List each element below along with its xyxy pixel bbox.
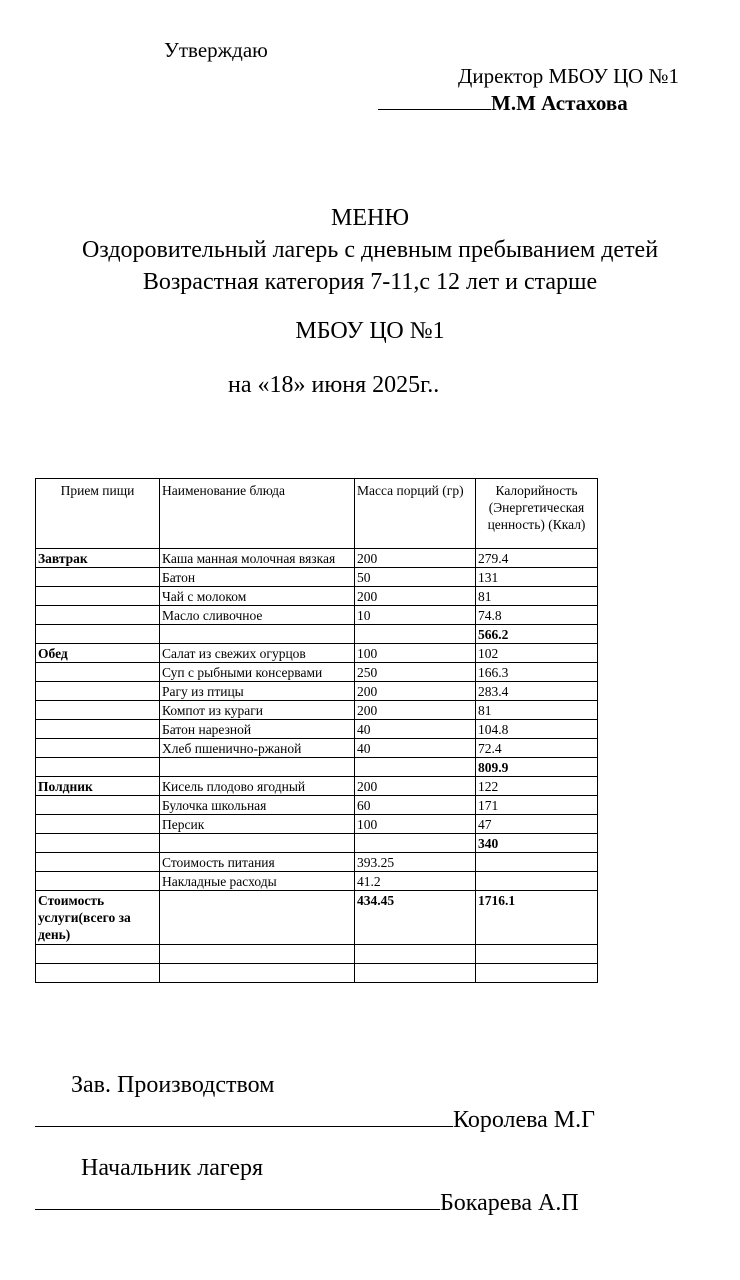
weight-cell: 60 xyxy=(355,796,476,815)
calories-cell: 1716.1 xyxy=(476,891,598,945)
calories-cell: 104.8 xyxy=(476,720,598,739)
menu-title: МЕНЮ xyxy=(331,205,409,231)
weight-cell: 200 xyxy=(355,549,476,568)
menu-date: на «18» июня 2025г.. xyxy=(228,372,440,398)
table-row xyxy=(36,606,598,625)
menu-table xyxy=(35,478,598,983)
meal-cell xyxy=(36,834,160,853)
table-row xyxy=(36,796,598,815)
school-name: МБОУ ЦО №1 xyxy=(295,318,445,344)
dish-cell: Батон нарезной xyxy=(160,720,355,739)
calories-cell: 81 xyxy=(476,701,598,720)
weight-cell: 200 xyxy=(355,682,476,701)
signature-underline xyxy=(35,1102,453,1127)
header-dish: Наименование блюда xyxy=(160,479,355,549)
meal-cell: Обед xyxy=(36,644,160,663)
dish-cell xyxy=(160,834,355,853)
table-row xyxy=(36,701,598,720)
dish-cell xyxy=(160,964,355,983)
calories-cell: 171 xyxy=(476,796,598,815)
meal-cell xyxy=(36,568,160,587)
dish-cell: Каша манная молочная вязкая xyxy=(160,549,355,568)
dish-cell: Булочка школьная xyxy=(160,796,355,815)
calories-cell: 283.4 xyxy=(476,682,598,701)
weight-cell: 200 xyxy=(355,701,476,720)
calories-cell xyxy=(476,945,598,964)
dish-cell: Накладные расходы xyxy=(160,872,355,891)
meal-cell xyxy=(36,815,160,834)
meal-cell xyxy=(36,739,160,758)
weight-cell: 40 xyxy=(355,720,476,739)
calories-cell: 102 xyxy=(476,644,598,663)
weight-cell: 40 xyxy=(355,739,476,758)
table-row xyxy=(36,853,598,872)
table-row xyxy=(36,739,598,758)
meal-cell xyxy=(36,682,160,701)
calories-cell: 72.4 xyxy=(476,739,598,758)
table-row xyxy=(36,964,598,983)
weight-cell: 41.2 xyxy=(355,872,476,891)
calories-cell: 122 xyxy=(476,777,598,796)
camp-head-label: Начальник лагеря xyxy=(81,1155,264,1181)
table-row xyxy=(36,549,598,568)
weight-cell: 250 xyxy=(355,663,476,682)
dish-cell xyxy=(160,945,355,964)
header-weight: Масса порций (гр) xyxy=(355,479,476,549)
calories-cell xyxy=(476,853,598,872)
table-row xyxy=(36,815,598,834)
table-row xyxy=(36,644,598,663)
table-row xyxy=(36,720,598,739)
dish-cell: Компот из кураги xyxy=(160,701,355,720)
age-category: Возрастная категория 7-11,с 12 лет и старше xyxy=(142,269,598,295)
calories-cell: 566.2 xyxy=(476,625,598,644)
dish-cell: Батон xyxy=(160,568,355,587)
production-head-label: Зав. Производством xyxy=(71,1072,275,1098)
calories-cell: 809.9 xyxy=(476,758,598,777)
dish-cell: Кисель плодово ягодный xyxy=(160,777,355,796)
table-row xyxy=(36,945,598,964)
weight-cell: 434.45 xyxy=(355,891,476,945)
calories-cell: 81 xyxy=(476,587,598,606)
meal-cell xyxy=(36,796,160,815)
dish-cell: Суп с рыбными консервами xyxy=(160,663,355,682)
production-head-name: Королева М.Г xyxy=(453,1107,596,1133)
weight-cell: 100 xyxy=(355,815,476,834)
table-row xyxy=(36,625,598,644)
weight-cell xyxy=(355,945,476,964)
director-signature-line xyxy=(378,90,628,116)
weight-cell: 200 xyxy=(355,777,476,796)
weight-cell: 200 xyxy=(355,587,476,606)
weight-cell: 10 xyxy=(355,606,476,625)
weight-cell xyxy=(355,834,476,853)
director-name: М.М Астахова xyxy=(491,91,628,115)
table-row xyxy=(36,587,598,606)
weight-cell xyxy=(355,625,476,644)
meal-cell: Полдник xyxy=(36,777,160,796)
dish-cell xyxy=(160,758,355,777)
meal-cell: Завтрак xyxy=(36,549,160,568)
dish-cell: Салат из свежих огурцов xyxy=(160,644,355,663)
camp-head-name: Бокарева А.П xyxy=(440,1190,579,1216)
meal-cell xyxy=(36,587,160,606)
calories-cell: 340 xyxy=(476,834,598,853)
meal-cell xyxy=(36,701,160,720)
table-header-row xyxy=(36,479,598,549)
header-calories: Калорийность (Энергетическая ценность) (Ккал) xyxy=(476,479,598,549)
meal-cell xyxy=(36,945,160,964)
table-row xyxy=(36,758,598,777)
director-title: Директор МБОУ ЦО №1 xyxy=(458,64,679,88)
camp-name: Оздоровительный лагерь с дневным пребыванием детей xyxy=(81,237,659,263)
meal-cell xyxy=(36,606,160,625)
header-meal: Прием пищи xyxy=(36,479,160,549)
meal-cell xyxy=(36,663,160,682)
weight-cell: 50 xyxy=(355,568,476,587)
weight-cell xyxy=(355,758,476,777)
meal-cell xyxy=(36,720,160,739)
table-row xyxy=(36,891,598,945)
meal-cell xyxy=(36,853,160,872)
table-row xyxy=(36,834,598,853)
table-row xyxy=(36,777,598,796)
dish-cell: Масло сливочное xyxy=(160,606,355,625)
weight-cell: 393.25 xyxy=(355,853,476,872)
meal-cell xyxy=(36,872,160,891)
dish-cell xyxy=(160,625,355,644)
production-head-signature xyxy=(35,1102,595,1134)
table-row xyxy=(36,568,598,587)
signature-underline xyxy=(35,1185,440,1210)
dish-cell: Рагу из птицы xyxy=(160,682,355,701)
table-row xyxy=(36,872,598,891)
dish-cell: Персик xyxy=(160,815,355,834)
calories-cell: 74.8 xyxy=(476,606,598,625)
weight-cell xyxy=(355,964,476,983)
table-row xyxy=(36,663,598,682)
dish-cell: Хлеб пшенично-ржаной xyxy=(160,739,355,758)
meal-cell xyxy=(36,625,160,644)
meal-cell: Стоимость услуги(всего за день) xyxy=(36,891,160,945)
dish-cell: Чай с молоком xyxy=(160,587,355,606)
meal-cell xyxy=(36,758,160,777)
calories-cell xyxy=(476,872,598,891)
dish-cell: Стоимость питания xyxy=(160,853,355,872)
camp-head-signature xyxy=(35,1185,579,1217)
meal-cell xyxy=(36,964,160,983)
calories-cell xyxy=(476,964,598,983)
calories-cell: 279.4 xyxy=(476,549,598,568)
weight-cell: 100 xyxy=(355,644,476,663)
dish-cell xyxy=(160,891,355,945)
calories-cell: 47 xyxy=(476,815,598,834)
calories-cell: 166.3 xyxy=(476,663,598,682)
calories-cell: 131 xyxy=(476,568,598,587)
table-row xyxy=(36,682,598,701)
signature-underline xyxy=(378,90,491,110)
approve-label: Утверждаю xyxy=(164,38,268,62)
